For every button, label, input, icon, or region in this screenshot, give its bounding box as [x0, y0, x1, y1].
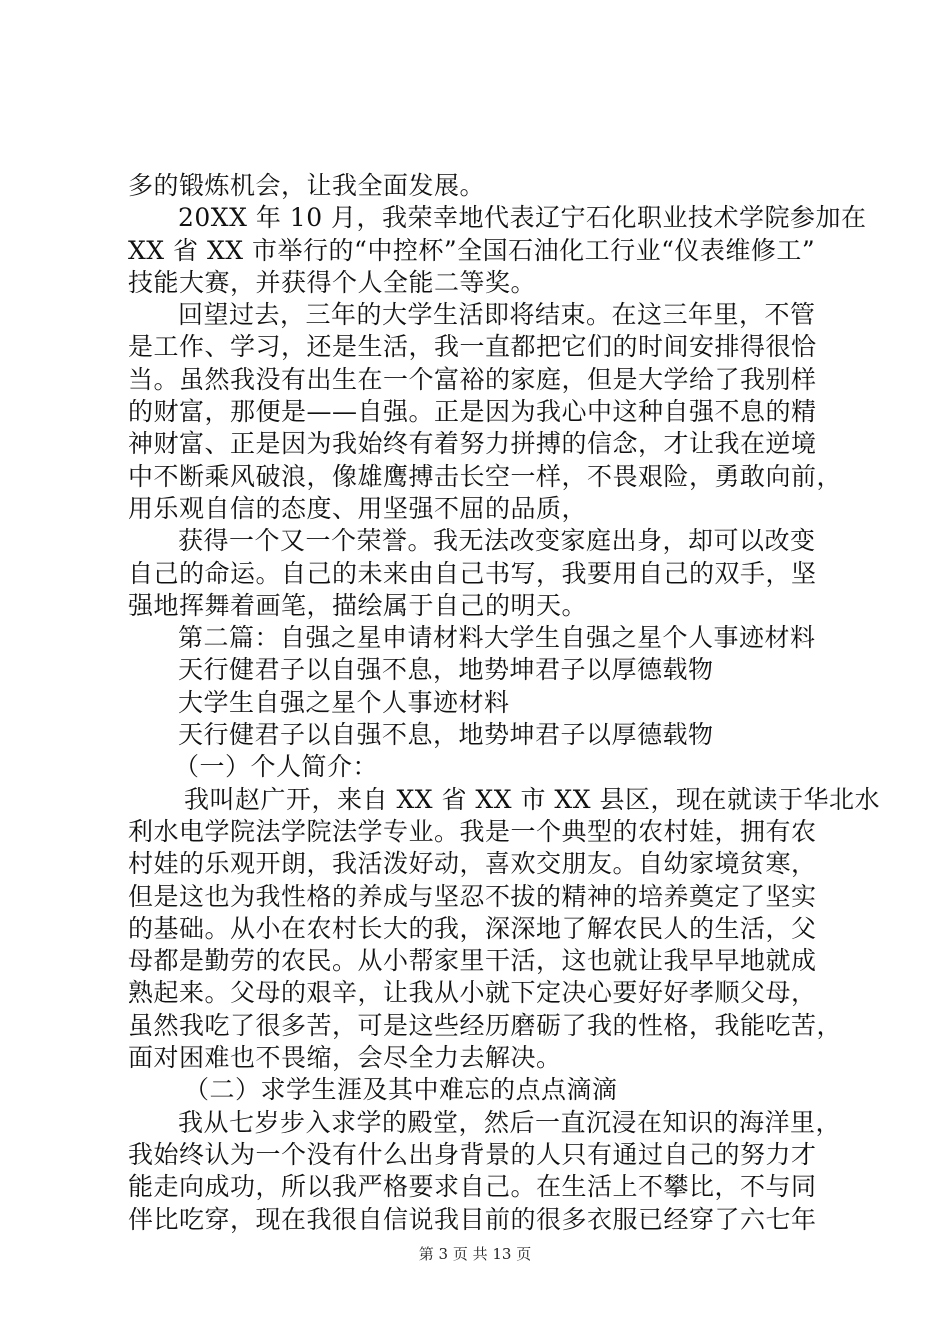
subsection-heading: （二）求学生涯及其中难忘的点点滴滴 [184, 1075, 618, 1105]
text-line: 母都是勤劳的农民。从小帮家里干活，这也就让我早早地就成 [128, 946, 817, 976]
text-line: 我始终认为一个没有什么出身背景的人只有通过自己的努力才 [128, 1139, 817, 1169]
text-line: 强地挥舞着画笔，描绘属于自己的明天。 [128, 590, 588, 620]
text-line: XX 省 XX 市举行的“中控杯”全国石油化工行业“仪表维修工” [128, 235, 816, 265]
document-body [128, 170, 880, 1236]
text-line: 但是这也为我性格的养成与坚忍不拔的精神的培养奠定了坚实 [128, 881, 817, 911]
section-heading: 第二篇：自强之星申请材料大学生自强之星个人事迹材料 [178, 623, 816, 653]
text-line: 利水电学院法学院法学专业。我是一个典型的农村娃，拥有农 [128, 816, 817, 846]
text-line: 多的锻炼机会，让我全面发展。 [128, 171, 486, 200]
text-line: 我叫赵广开，来自 XX 省 XX 市 XX 县区，现在就读于华北水 [184, 784, 880, 814]
text-line: 我从七岁步入求学的殿堂，然后一直沉浸在知识的海洋里， [178, 1107, 842, 1137]
subsection-heading: （一）个人简介： [174, 752, 379, 782]
text-line: 20XX 年 10 月，我荣幸地代表辽宁石化职业技术学院参加在 [178, 203, 867, 233]
text-line: 神财富、正是因为我始终有着努力拼搏的信念，才让我在逆境 [128, 429, 817, 459]
text-line: 是工作、学习，还是生活，我一直都把它们的时间安排得很恰 [128, 332, 817, 362]
text-line: 虽然我吃了很多苦，可是这些经历磨砺了我的性格，我能吃苦， [128, 1010, 843, 1040]
text-line: 当。虽然我没有出生在一个富裕的家庭，但是大学给了我别样 [128, 364, 817, 394]
text-line: 获得一个又一个荣誉。我无法改变家庭出身，却可以改变 [178, 526, 816, 556]
text-line: 技能大赛，并获得个人全能二等奖。 [128, 267, 537, 297]
text-line: 的基础。从小在农村长大的我，深深地了解农民人的生活，父 [128, 913, 817, 943]
text-line: 熟起来。父母的艰辛，让我从小就下定决心要好好孝顺父母， [128, 978, 817, 1008]
text-line: 面对困难也不畏缩，会尽全力去解决。 [128, 1043, 562, 1073]
motto-line: 天行健君子以自强不息，地势坤君子以厚德载物 [178, 720, 714, 750]
text-line: 回望过去，三年的大学生活即将结束。在这三年里，不管 [178, 300, 816, 330]
motto-line: 天行健君子以自强不息，地势坤君子以厚德载物 [178, 655, 714, 685]
text-line: 村娃的乐观开朗，我活泼好动，喜欢交朋友。自幼家境贫寒， [128, 849, 817, 879]
text-line: 自己的命运。自己的未来由自己书写，我要用自己的双手，坚 [128, 558, 817, 588]
text-line: 能走向成功，所以我严格要求自己。在生活上不攀比，不与同 [128, 1172, 817, 1202]
page-number-footer: 第 3 页 共 13 页 [418, 1245, 532, 1263]
text-line: 的财富，那便是——自强。正是因为我心中这种自强不息的精 [128, 397, 817, 427]
subtitle-line: 大学生自强之星个人事迹材料 [178, 687, 510, 717]
text-line: 用乐观自信的态度、用坚强不屈的品质， [128, 493, 588, 523]
text-line: 中不断乘风破浪，像雄鹰搏击长空一样，不畏艰险，勇敢向前， [128, 461, 843, 491]
text-line: 伴比吃穿，现在我很自信说我目前的很多衣服已经穿了六七年 [128, 1204, 817, 1234]
